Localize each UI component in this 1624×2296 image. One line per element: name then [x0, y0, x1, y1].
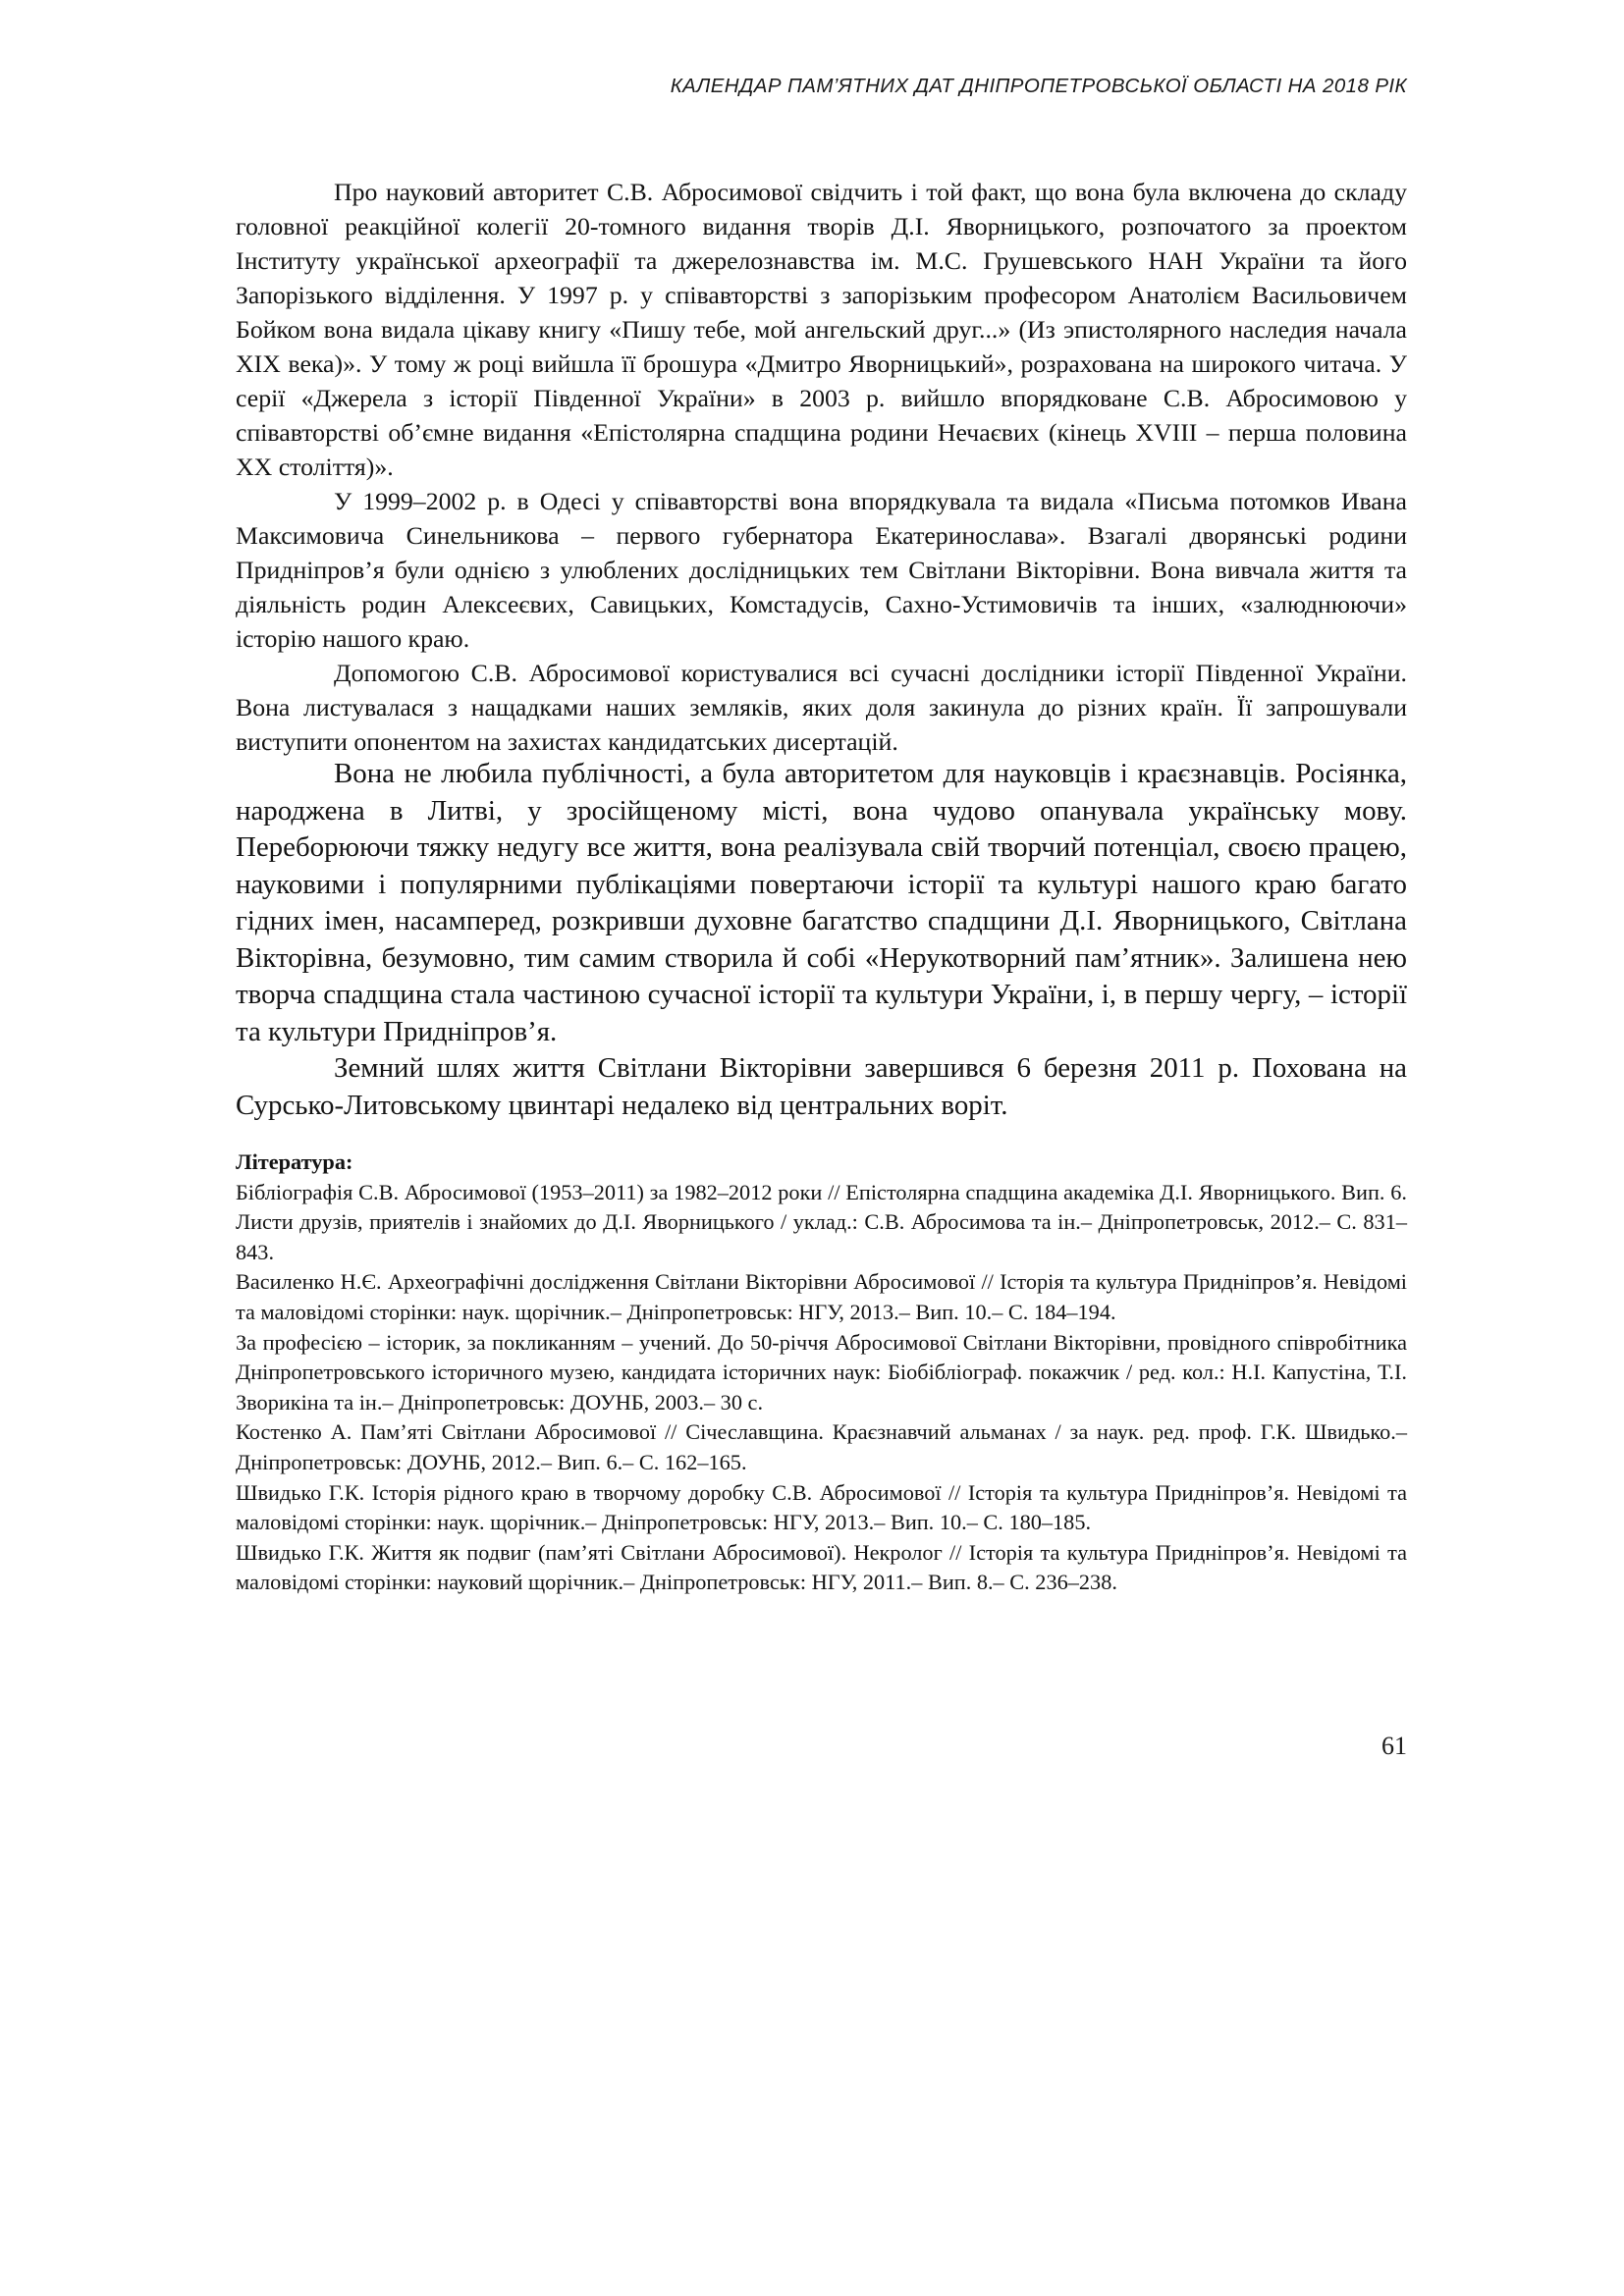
literature-entry: За професією – історик, за покликанням – учений. До 50-річчя Абросимової Світлани Вікторівни, провідного співробітника Дніпропетровського історичного музею, кандидата історичних наук: Біобібліограф. покажчик / ред. кол.: Н.І. Капустіна, Т.І. Зворикіна та ін.– Дніпропетровськ: ДОУНБ, 2003.– 30 с.: [236, 1329, 1407, 1415]
running-header: КАЛЕНДАР ПАМ’ЯТНИХ ДАТ ДНІПРОПЕТРОВСЬКОЇ ОБЛАСТІ НА 2018 РІК: [670, 75, 1407, 97]
literature-section: [236, 1148, 1407, 1598]
body-text-block-1: [236, 175, 1407, 759]
body-paragraph: Про науковий авторитет С.В. Абросимової свідчить і той факт, що вона була включена до складу головної реакційної колегії 20-томного видання творів Д.І. Яворницького, розпочатого за проектом Інституту української археографії та джерелознавства ім. М.С. Грушевського НАН України та його Запорізького відділення. У 1997 р. у співавторстві з запорізьким професором Анатолієм Васильовичем Бойком вона видала цікаву книгу «Пишу тебе, мой ангельский друг...» (Из эпистолярного наследия начала XIX века)». У тому ж році вийшла її брошура «Дмитро Яворницький», розрахована на широкого читача. У серії «Джерела з історії Південної України» в 2003 р. вийшло впорядковане С.В. Абросимовою у співавторстві об’ємне видання «Епістолярна спадщина родини Нечаєвих (кінець XVIII – перша половина XX століття)».: [236, 178, 1407, 481]
body-paragraph: Земний шлях життя Світлани Вікторівни завершився 6 березня 2011 р. Похована на Сурсько-Литовському цвинтарі недалеко від центральних воріт.: [236, 1052, 1407, 1121]
body-paragraph: Вона не любила публічності, а була авторитетом для науковців і краєзнавців. Росіянка, народжена в Литві, у зросійщеному місті, вона чудово опанувала українську мову. Переборюючи тяжку недугу все життя, вона реалізувала свій творчий потенціал, своєю працею, науковими і популярними публікаціями повертаючи історії та культурі нашого краю багато гідних імен, насамперед, розкривши духовне багатство спадщини Д.І. Яворницького, Світлана Вікторівна, безумовно, тим самим створила й собі «Нерукотворний пам’ятник». Залишена нею творча спадщина стала частиною сучасної історії та культури України, і, в першу чергу, – історії та культури Придніпров’я.: [236, 758, 1407, 1047]
literature-entry: Костенко А. Пам’яті Світлани Абросимової // Січеславщина. Краєзнавчий альманах / за наук. ред. проф. Г.К. Швидько.– Дніпропетровськ: ДОУНБ, 2012.– Вип. 6.– С. 162–165.: [236, 1419, 1407, 1474]
literature-entry: Василенко Н.Є. Археографічні дослідження Світлани Вікторівни Абросимової // Історія та культура Придніпров’я. Невідомі та маловідомі сторінки: наук. щорічник.– Дніпропетровськ: НГУ, 2013.– Вип. 10.– С. 184–194.: [236, 1269, 1407, 1324]
literature-entry: Швидько Г.К. Історія рідного краю в творчому доробку С.В. Абросимової // Історія та культура Придніпров’я. Невідомі та маловідомі сторінки: наук. щорічник.– Дніпропетровськ: НГУ, 2013.– Вип. 10.– С. 180–185.: [236, 1479, 1407, 1535]
body-paragraph: Допомогою С.В. Абросимової користувалися всі сучасні дослідники історії Південної України. Вона листувалася з нащадками наших земляків, яких доля закинула до різних країн. Її запрошували виступити опонентом на захистах кандидатських дисертацій.: [236, 659, 1407, 756]
body-paragraph: У 1999–2002 р. в Одесі у співавторстві вона впорядкувала та видала «Письма потомков Ивана Максимовича Синельникова – первого губернатора Екатеринослава». Взагалі дворянські родини Придніпров’я були однією з улюблених дослідницьких тем Світлани Вікторівни. Вона вивчала життя та діяльність родин Алексеєвих, Савицьких, Комстадусів, Сахно-Устимовичів та інших, «залюднюючи» історію нашого краю.: [236, 487, 1407, 653]
literature-entry: Бібліографія С.В. Абросимової (1953–2011) за 1982–2012 роки // Епістолярна спадщина академіка Д.І. Яворницького. Вип. 6. Листи друзів, приятелів і знайомих до Д.І. Яворницького / уклад.: С.В. Абросимова та ін.– Дніпропетровськ, 2012.– С. 831–843.: [236, 1179, 1407, 1264]
literature-entry: Швидько Г.К. Життя як подвиг (пам’яті Світлани Абросимової). Некролог // Історія та культура Придніпров’я. Невідомі та маловідомі сторінки: науковий щорічник.– Дніпропетровськ: НГУ, 2011.– Вип. 8.– С. 236–238.: [236, 1539, 1407, 1595]
literature-heading: Література:: [236, 1149, 353, 1174]
page-number: 61: [1381, 1732, 1407, 1760]
body-text-block-2: [236, 756, 1407, 1124]
